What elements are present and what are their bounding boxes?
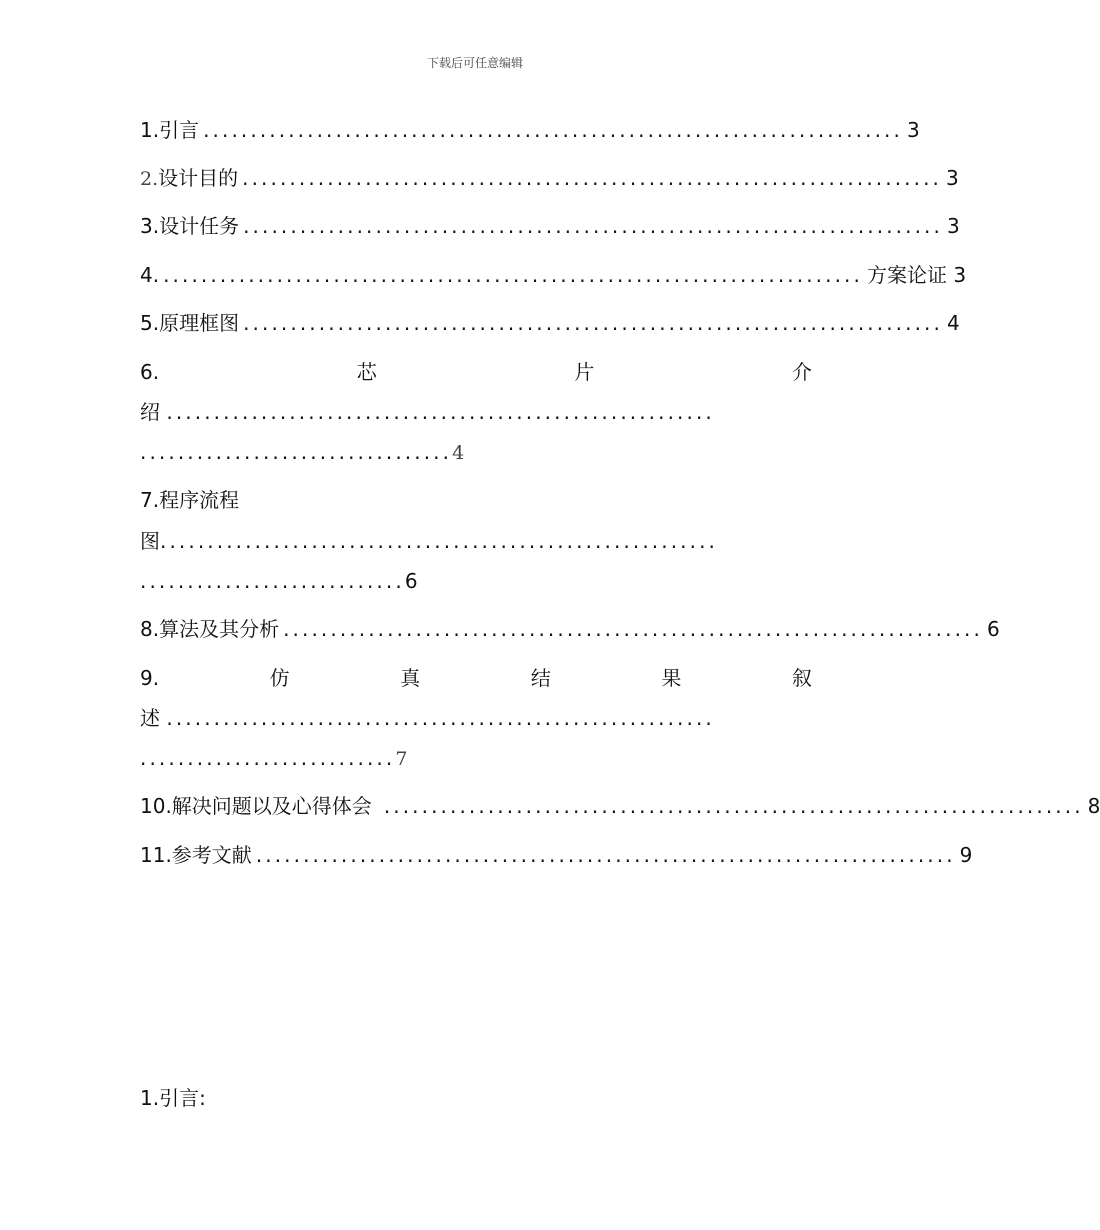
toc-leader: .......................................................................... (255, 843, 956, 867)
toc-title: 设计目的 (158, 166, 239, 190)
toc-entry-6-line2 (140, 397, 812, 427)
toc-leader: .......................................................................... (242, 166, 942, 190)
toc-entry-10[interactable] (140, 791, 1100, 821)
toc-leader: .......................................................................... (243, 311, 943, 335)
toc-page: 3 (953, 263, 967, 287)
toc-number: 4. (140, 263, 160, 287)
toc-page: 3 (946, 166, 959, 190)
toc-number: 6. (140, 360, 160, 384)
toc-entry-4[interactable] (140, 260, 967, 290)
toc-char: 仿 (269, 666, 290, 690)
toc-leader: .......................................................................... (383, 794, 1084, 818)
toc-leader: ............................ (140, 569, 405, 593)
toc-leader: ................................. (140, 440, 453, 464)
toc-leader: .......................................................................... (163, 263, 863, 287)
toc-page: 3 (946, 214, 960, 238)
toc-char: 叙 (791, 666, 812, 690)
toc-leader: ........................... (140, 746, 396, 770)
toc-page: 4 (452, 442, 465, 464)
toc-entry-2[interactable] (140, 163, 959, 193)
toc-entry-6[interactable] (140, 357, 812, 387)
toc-label: 8.算法及其分析 (140, 617, 280, 641)
toc-page: 9 (959, 843, 973, 867)
toc-leader: .......................................................................... (243, 214, 943, 238)
toc-page: 6 (404, 569, 418, 593)
toc-entry-9-line2 (140, 703, 812, 733)
toc-leader: .......................................................... (166, 706, 715, 730)
toc-label-tail: 图 (140, 529, 160, 553)
toc-entry-1[interactable] (140, 115, 920, 145)
toc-page: 3 (906, 118, 920, 142)
toc-char: 介 (791, 360, 812, 384)
toc-entry-9-line3 (140, 743, 812, 773)
toc-entry-7-line3 (140, 566, 812, 596)
toc-entry-8[interactable] (140, 614, 1000, 644)
toc-char: 片 (574, 360, 595, 384)
toc-label: 10.解决问题以及心得体会 (140, 794, 372, 818)
toc-label: 11.参考文献 (140, 843, 252, 867)
toc-label-tail: 绍 (140, 400, 160, 424)
toc-title: 方案论证 (866, 263, 947, 287)
toc-entry-7[interactable] (140, 485, 812, 515)
toc-entry-5[interactable] (140, 308, 960, 338)
toc-label (140, 163, 238, 194)
toc-char: 果 (661, 666, 682, 690)
toc-page: 8 (1087, 794, 1100, 818)
toc-leader: ........................................................... (160, 529, 718, 553)
section-heading: 1.引言: (140, 1086, 206, 1110)
toc-label (867, 260, 966, 290)
toc-entry-7-line2 (140, 526, 812, 556)
toc-label: 3.设计任务 (140, 214, 240, 238)
toc-char: 芯 (356, 360, 377, 384)
toc-entry-3[interactable] (140, 211, 960, 241)
toc-entry-6-line3 (140, 437, 812, 467)
toc-page: 6 (986, 617, 1000, 641)
toc-label: 1.引言 (140, 118, 200, 142)
toc-char: 结 (530, 666, 551, 690)
toc-number: 2. (140, 168, 159, 190)
toc-label-tail: 述 (140, 706, 160, 730)
toc-label: 5.原理框图 (140, 311, 240, 335)
toc-leader: .......................................................................... (283, 617, 983, 641)
toc-label: 7.程序流程 (140, 488, 240, 512)
toc-page: 4 (946, 311, 960, 335)
toc-leader: .......................................................................... (203, 118, 903, 142)
toc-page: 7 (395, 748, 408, 770)
toc-number: 9. (140, 666, 160, 690)
toc-char: 真 (400, 666, 421, 690)
toc-entry-11[interactable] (140, 840, 973, 870)
page-header: 下载后可任意编辑 (426, 56, 523, 70)
toc-entry-9[interactable] (140, 663, 812, 693)
toc-leader: .......................................................... (166, 400, 715, 424)
